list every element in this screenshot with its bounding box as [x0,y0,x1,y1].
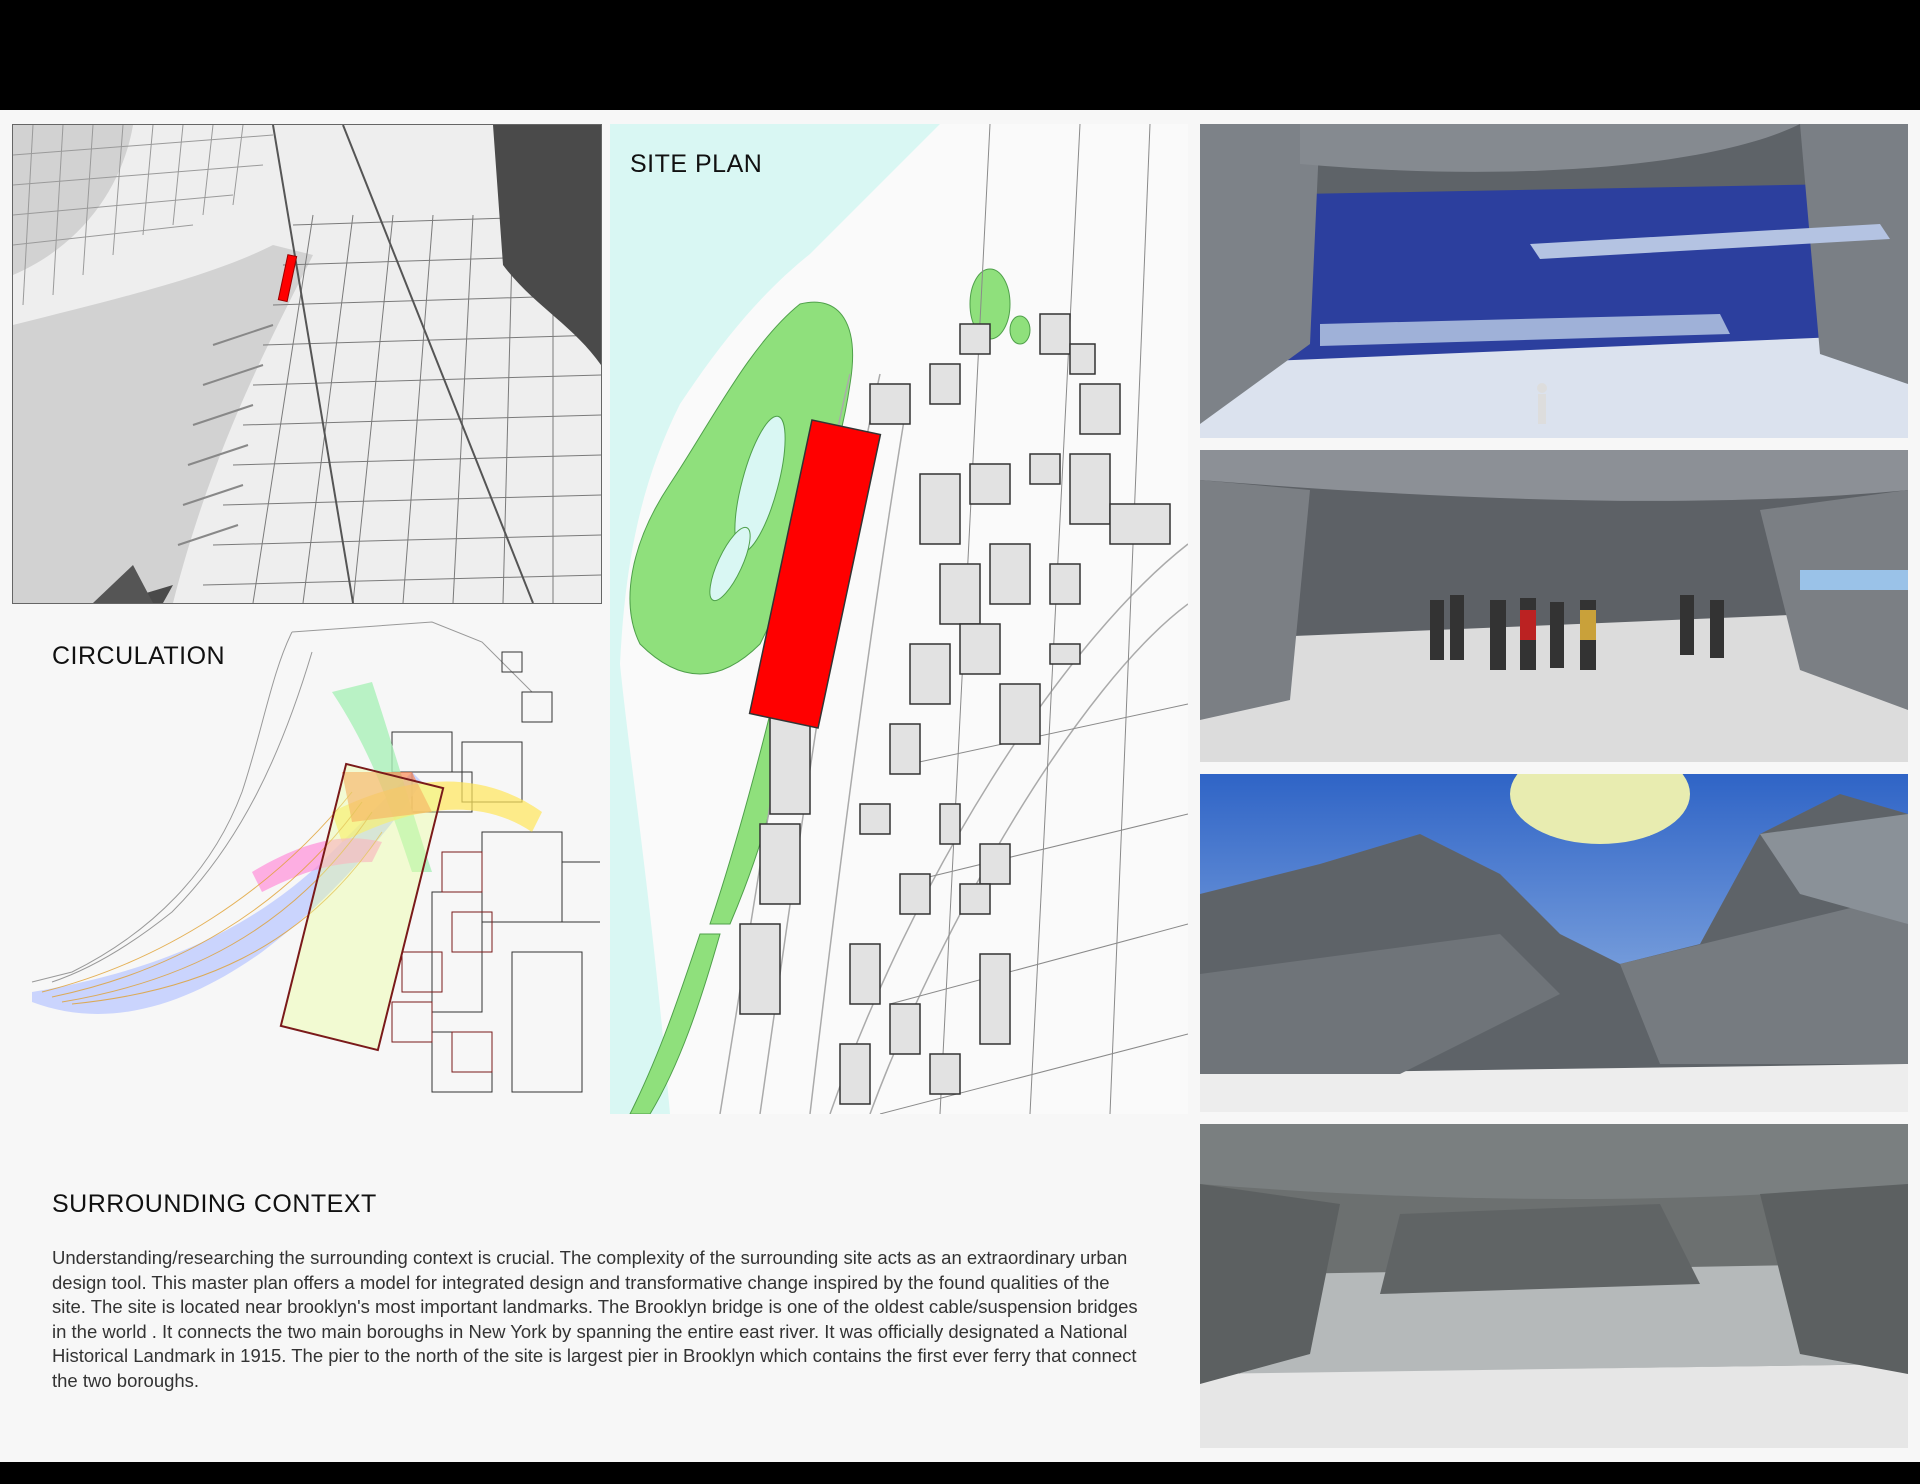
site-plan-heading: SITE PLAN [630,150,763,178]
circulation-diagram [12,612,600,1114]
surrounding-context-heading: SURROUNDING CONTEXT [52,1190,377,1218]
presentation-board [0,110,1920,1462]
render-1 [1200,124,1908,438]
render-4 [1200,1124,1908,1448]
surrounding-context-text: Understanding/researching the surrounding context is crucial. The complexity of the surrounding site acts as an extraordinary urban design tool. This master plan offers a model for integrated design and transformative change inspired by the found qualities of the site. The site is located near brooklyn's most important landmarks. The Brooklyn bridge is one of the oldest cable/suspension bridges in the world . It connects the two main boroughs in New York by spanning the entire east river. It was officially designated a National Historical Landmark in 1915. The pier to the north of the site is largest pier in Brooklyn which contains the first ever ferry that connect the two boroughs. [52,1247,1138,1391]
circulation-heading: CIRCULATION [52,642,226,670]
render-3 [1200,774,1908,1112]
site-plan [610,124,1188,1114]
vicinity-map [12,124,602,604]
render-2 [1200,450,1908,762]
